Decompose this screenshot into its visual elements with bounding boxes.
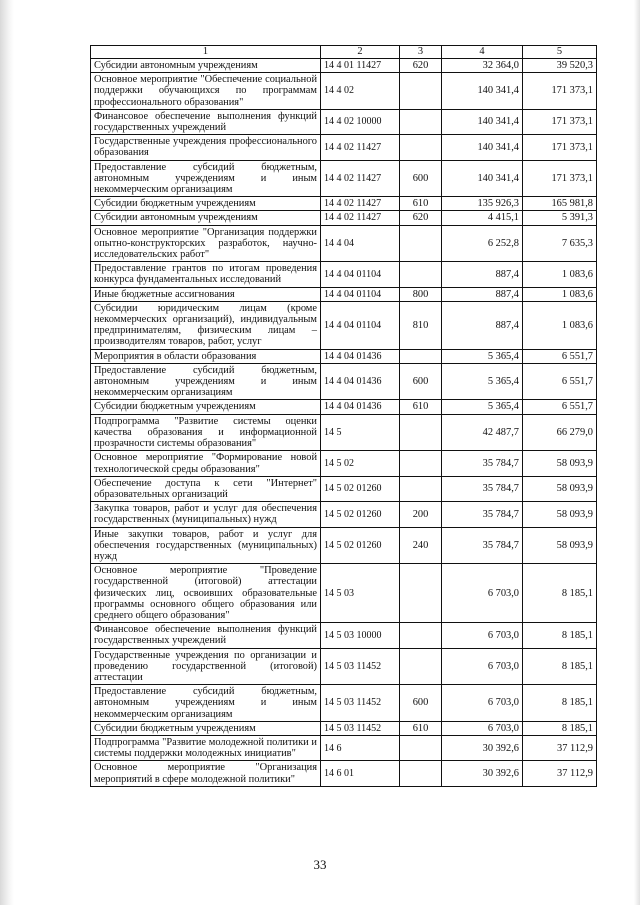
row-amount-2-cell: 39 520,3 xyxy=(523,59,597,73)
row-expense-type-cell xyxy=(400,262,442,287)
row-amount-2-cell: 8 185,1 xyxy=(523,564,597,623)
table-row xyxy=(91,400,597,414)
row-name-cell: Основное мероприятие "Формирование новой технологической среды образования" xyxy=(91,451,321,476)
row-expense-type-cell: 600 xyxy=(400,363,442,400)
row-expense-type-cell xyxy=(400,623,442,648)
table-row xyxy=(91,301,597,349)
row-code-cell: 14 4 04 01104 xyxy=(321,287,400,301)
row-amount-1-cell: 887,4 xyxy=(442,287,523,301)
row-amount-2-cell: 5 391,3 xyxy=(523,211,597,225)
table-body xyxy=(91,59,597,787)
row-amount-2-cell: 8 185,1 xyxy=(523,685,597,722)
header-col-1: 1 xyxy=(91,46,321,59)
row-code-cell: 14 5 xyxy=(321,414,400,451)
row-code-cell: 14 5 02 01260 xyxy=(321,502,400,527)
row-amount-2-cell: 8 185,1 xyxy=(523,721,597,735)
page-number: 33 xyxy=(313,857,327,872)
row-amount-1-cell: 35 784,7 xyxy=(442,451,523,476)
table-row xyxy=(91,363,597,400)
row-amount-2-cell: 171 373,1 xyxy=(523,160,597,197)
row-amount-1-cell: 140 341,4 xyxy=(442,135,523,160)
row-name-cell: Финансовое обеспечение выполнения функций государственных учреждений xyxy=(91,109,321,134)
table-row xyxy=(91,160,597,197)
table-row xyxy=(91,109,597,134)
row-name-cell: Обеспечение доступа к сети "Интернет" образовательных организаций xyxy=(91,476,321,501)
row-code-cell: 14 4 04 01436 xyxy=(321,363,400,400)
row-expense-type-cell xyxy=(400,564,442,623)
row-expense-type-cell xyxy=(400,648,442,685)
row-code-cell: 14 4 02 11427 xyxy=(321,197,400,211)
row-name-cell: Предоставление субсидий бюджетным, автономным учреждениям и иным некоммерческим организациям xyxy=(91,160,321,197)
row-name-cell: Подпрограмма "Развитие молодежной политики и системы поддержки молодежных инициатив" xyxy=(91,735,321,760)
table-row xyxy=(91,287,597,301)
row-amount-1-cell: 30 392,6 xyxy=(442,735,523,760)
row-name-cell: Субсидии бюджетным учреждениям xyxy=(91,721,321,735)
row-amount-2-cell: 1 083,6 xyxy=(523,287,597,301)
table-row xyxy=(91,59,597,73)
row-expense-type-cell: 620 xyxy=(400,211,442,225)
row-amount-1-cell: 6 703,0 xyxy=(442,721,523,735)
row-amount-1-cell: 6 703,0 xyxy=(442,564,523,623)
row-amount-1-cell: 135 926,3 xyxy=(442,197,523,211)
row-amount-1-cell: 6 703,0 xyxy=(442,685,523,722)
row-expense-type-cell xyxy=(400,761,442,786)
row-amount-1-cell: 140 341,4 xyxy=(442,109,523,134)
row-amount-2-cell: 171 373,1 xyxy=(523,73,597,110)
row-name-cell: Субсидии бюджетным учреждениям xyxy=(91,197,321,211)
table-row xyxy=(91,685,597,722)
row-name-cell: Государственные учреждения профессионального образования xyxy=(91,135,321,160)
row-code-cell: 14 5 03 11452 xyxy=(321,721,400,735)
row-amount-2-cell: 171 373,1 xyxy=(523,135,597,160)
table-row xyxy=(91,73,597,110)
table-row xyxy=(91,135,597,160)
row-code-cell: 14 4 04 01436 xyxy=(321,400,400,414)
row-expense-type-cell xyxy=(400,414,442,451)
row-code-cell: 14 5 03 xyxy=(321,564,400,623)
row-amount-1-cell: 5 365,4 xyxy=(442,363,523,400)
row-amount-2-cell: 58 093,9 xyxy=(523,527,597,564)
row-expense-type-cell xyxy=(400,109,442,134)
row-expense-type-cell xyxy=(400,73,442,110)
row-expense-type-cell xyxy=(400,451,442,476)
table-row xyxy=(91,761,597,786)
row-code-cell: 14 4 02 10000 xyxy=(321,109,400,134)
table-row xyxy=(91,225,597,262)
row-name-cell: Основное мероприятие "Проведение государственной (итоговой) аттестации физических лиц, освоивших образовательные программы основного общего образования или среднего общего образования" xyxy=(91,564,321,623)
row-code-cell: 14 5 03 10000 xyxy=(321,623,400,648)
header-col-3: 3 xyxy=(400,46,442,59)
row-amount-1-cell: 140 341,4 xyxy=(442,160,523,197)
row-amount-2-cell: 6 551,7 xyxy=(523,400,597,414)
row-code-cell: 14 5 02 01260 xyxy=(321,476,400,501)
row-amount-1-cell: 5 365,4 xyxy=(442,400,523,414)
header-col-2: 2 xyxy=(321,46,400,59)
row-name-cell: Закупка товаров, работ и услуг для обеспечения государственных (муниципальных) нужд xyxy=(91,502,321,527)
budget-table xyxy=(90,45,597,787)
row-name-cell: Субсидии автономным учреждениям xyxy=(91,211,321,225)
scan-left-edge xyxy=(0,0,14,905)
row-code-cell: 14 6 01 xyxy=(321,761,400,786)
row-expense-type-cell xyxy=(400,135,442,160)
row-expense-type-cell: 600 xyxy=(400,160,442,197)
header-col-4: 4 xyxy=(442,46,523,59)
row-amount-1-cell: 32 364,0 xyxy=(442,59,523,73)
table-row xyxy=(91,623,597,648)
row-amount-1-cell: 140 341,4 xyxy=(442,73,523,110)
row-code-cell: 14 4 04 01436 xyxy=(321,349,400,363)
row-amount-2-cell: 1 083,6 xyxy=(523,262,597,287)
row-expense-type-cell: 810 xyxy=(400,301,442,349)
row-amount-2-cell: 58 093,9 xyxy=(523,476,597,501)
row-name-cell: Предоставление субсидий бюджетным, автономным учреждениям и иным некоммерческим организациям xyxy=(91,685,321,722)
row-name-cell: Иные бюджетные ассигнования xyxy=(91,287,321,301)
row-name-cell: Субсидии бюджетным учреждениям xyxy=(91,400,321,414)
row-code-cell: 14 6 xyxy=(321,735,400,760)
row-code-cell: 14 5 02 01260 xyxy=(321,527,400,564)
row-amount-1-cell: 6 703,0 xyxy=(442,623,523,648)
row-amount-2-cell: 37 112,9 xyxy=(523,761,597,786)
row-amount-1-cell: 887,4 xyxy=(442,262,523,287)
row-amount-1-cell: 42 487,7 xyxy=(442,414,523,451)
table-row xyxy=(91,735,597,760)
row-code-cell: 14 4 02 xyxy=(321,73,400,110)
row-amount-2-cell: 6 551,7 xyxy=(523,349,597,363)
row-code-cell: 14 5 03 11452 xyxy=(321,685,400,722)
table-row xyxy=(91,564,597,623)
row-code-cell: 14 4 04 xyxy=(321,225,400,262)
row-expense-type-cell xyxy=(400,225,442,262)
row-amount-2-cell: 58 093,9 xyxy=(523,502,597,527)
table-row xyxy=(91,476,597,501)
table-row xyxy=(91,721,597,735)
row-amount-1-cell: 35 784,7 xyxy=(442,527,523,564)
row-code-cell: 14 5 02 xyxy=(321,451,400,476)
header-col-5: 5 xyxy=(523,46,597,59)
table-row xyxy=(91,197,597,211)
row-name-cell: Подпрограмма "Развитие системы оценки качества образования и информационной прозрачности системы образования" xyxy=(91,414,321,451)
row-amount-2-cell: 7 635,3 xyxy=(523,225,597,262)
row-amount-2-cell: 37 112,9 xyxy=(523,735,597,760)
row-expense-type-cell: 610 xyxy=(400,721,442,735)
row-expense-type-cell: 620 xyxy=(400,59,442,73)
row-amount-1-cell: 6 703,0 xyxy=(442,648,523,685)
table-row xyxy=(91,262,597,287)
row-expense-type-cell xyxy=(400,476,442,501)
row-name-cell: Финансовое обеспечение выполнения функций государственных учреждений xyxy=(91,623,321,648)
row-expense-type-cell: 610 xyxy=(400,197,442,211)
row-name-cell: Предоставление субсидий бюджетным, автономным учреждениям и иным некоммерческим организациям xyxy=(91,363,321,400)
row-expense-type-cell xyxy=(400,349,442,363)
table-row xyxy=(91,414,597,451)
row-amount-1-cell: 887,4 xyxy=(442,301,523,349)
row-expense-type-cell: 610 xyxy=(400,400,442,414)
row-amount-1-cell: 4 415,1 xyxy=(442,211,523,225)
row-name-cell: Мероприятия в области образования xyxy=(91,349,321,363)
row-name-cell: Основное мероприятие "Организация мероприятий в сфере молодежной политики" xyxy=(91,761,321,786)
row-expense-type-cell: 200 xyxy=(400,502,442,527)
scan-right-edge xyxy=(634,0,640,905)
row-expense-type-cell xyxy=(400,735,442,760)
row-amount-2-cell: 6 551,7 xyxy=(523,363,597,400)
table-row xyxy=(91,349,597,363)
table-row xyxy=(91,502,597,527)
row-name-cell: Субсидии юридическим лицам (кроме некоммерческих организаций), индивидуальным предпринимателям, физическим лицам – производителям товаров, работ, услуг xyxy=(91,301,321,349)
table-row xyxy=(91,648,597,685)
table-row xyxy=(91,451,597,476)
row-amount-1-cell: 30 392,6 xyxy=(442,761,523,786)
row-name-cell: Субсидии автономным учреждениям xyxy=(91,59,321,73)
row-code-cell: 14 5 03 11452 xyxy=(321,648,400,685)
row-amount-2-cell: 8 185,1 xyxy=(523,623,597,648)
row-code-cell: 14 4 02 11427 xyxy=(321,160,400,197)
table-row xyxy=(91,211,597,225)
row-expense-type-cell: 600 xyxy=(400,685,442,722)
row-amount-2-cell: 165 981,8 xyxy=(523,197,597,211)
row-amount-2-cell: 66 279,0 xyxy=(523,414,597,451)
row-name-cell: Иные закупки товаров, работ и услуг для обеспечения государственных (муниципальных) нужд xyxy=(91,527,321,564)
row-amount-2-cell: 58 093,9 xyxy=(523,451,597,476)
row-code-cell: 14 4 01 11427 xyxy=(321,59,400,73)
table-row xyxy=(91,527,597,564)
row-code-cell: 14 4 04 01104 xyxy=(321,262,400,287)
row-expense-type-cell: 800 xyxy=(400,287,442,301)
row-amount-2-cell: 1 083,6 xyxy=(523,301,597,349)
row-amount-2-cell: 8 185,1 xyxy=(523,648,597,685)
row-amount-1-cell: 5 365,4 xyxy=(442,349,523,363)
row-name-cell: Основное мероприятие "Обеспечение социальной поддержки обучающихся по программам профессионального образования" xyxy=(91,73,321,110)
row-code-cell: 14 4 02 11427 xyxy=(321,211,400,225)
row-code-cell: 14 4 04 01104 xyxy=(321,301,400,349)
row-name-cell: Предоставление грантов по итогам проведения конкурса фундаментальных исследований xyxy=(91,262,321,287)
row-expense-type-cell: 240 xyxy=(400,527,442,564)
row-amount-2-cell: 171 373,1 xyxy=(523,109,597,134)
row-amount-1-cell: 35 784,7 xyxy=(442,502,523,527)
table-header-row xyxy=(91,46,597,59)
row-amount-1-cell: 35 784,7 xyxy=(442,476,523,501)
row-code-cell: 14 4 02 11427 xyxy=(321,135,400,160)
row-name-cell: Государственные учреждения по организации и проведению государственной (итоговой) аттестации xyxy=(91,648,321,685)
row-amount-1-cell: 6 252,8 xyxy=(442,225,523,262)
row-name-cell: Основное мероприятие "Организация поддержки опытно-конструкторских разработок, научно-исследовательских работ" xyxy=(91,225,321,262)
